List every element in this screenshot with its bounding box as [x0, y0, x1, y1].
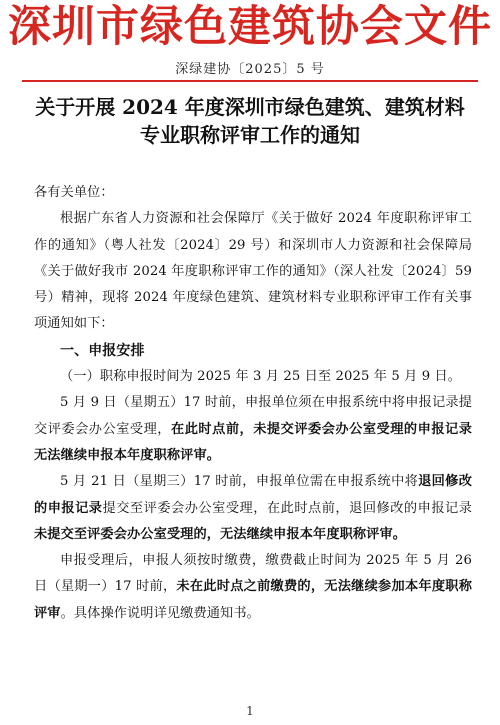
bold-text-run: 退回修改的申报记录 [34, 474, 472, 516]
text-run: 5 月 9 日（星期五）17 时前，申报单位须在申报系统中将申报记录提交评委会办公室受理， [34, 395, 472, 437]
notice-body [34, 180, 472, 627]
notice-title-line-2: 专业职称评审工作的通知 [140, 123, 360, 147]
salutation: 各有关单位： [34, 185, 114, 200]
text-run: 。具体操作说明详见缴费通知书。 [60, 605, 260, 621]
text-run: 提交至评委会办公室受理，在此时点前，退回修改的申报记录 [102, 500, 473, 516]
red-divider [22, 80, 478, 82]
bold-text-run: 在此时点前，未提交评委会办公室受理的申报记录无法继续申报本年度职称评审。 [34, 421, 473, 463]
bold-text-run: 未提交至评委会办公室受理的，无法继续申报本年度职称评审。 [34, 526, 407, 542]
section-heading: 一、申报安排 [60, 342, 145, 359]
intro-paragraph: 根据广东省人力资源和社会保障厅《关于做好 2024 年度职称评审工作的通知》（粤人社发〔2024〕29 号）和深圳市人力资源和社会保障局《关于做好我市 2024 年度职称评审工作的通知》（深人社发〔2024〕59 号）精神，现将 2024 年度绿色建筑、建筑材料专业职称评审工作有关事项通知如下： [34, 211, 472, 332]
document-number: 深绿建协〔2025〕5 号 [175, 62, 325, 77]
text-run: 5 月 21 日（星期三）17 时前，申报单位需在申报系统中将 [60, 474, 419, 490]
paragraph-submission-deadline [34, 390, 472, 469]
paragraph-application-period: （一）职称申报时间为 2025 年 3 月 25 日至 2025 年 5 月 9 日。 [60, 369, 462, 385]
page-number: 1 [246, 704, 254, 718]
paragraph-payment-deadline [34, 548, 472, 627]
paragraph-revision-deadline [34, 469, 472, 548]
notice-title-line-1: 关于开展 2024 年度深圳市绿色建筑、建筑材料 [35, 95, 465, 119]
bold-text-run: 未在此时点之前缴费的，无法继续参加本年度职称评审 [34, 579, 473, 621]
masthead-title: 深圳市绿色建筑协会文件 [8, 2, 492, 52]
text-run: 申报受理后，申报人须按时缴费，缴费截止时间为 2025 年 5 月 26 日（星期一）17 时前， [34, 553, 472, 595]
